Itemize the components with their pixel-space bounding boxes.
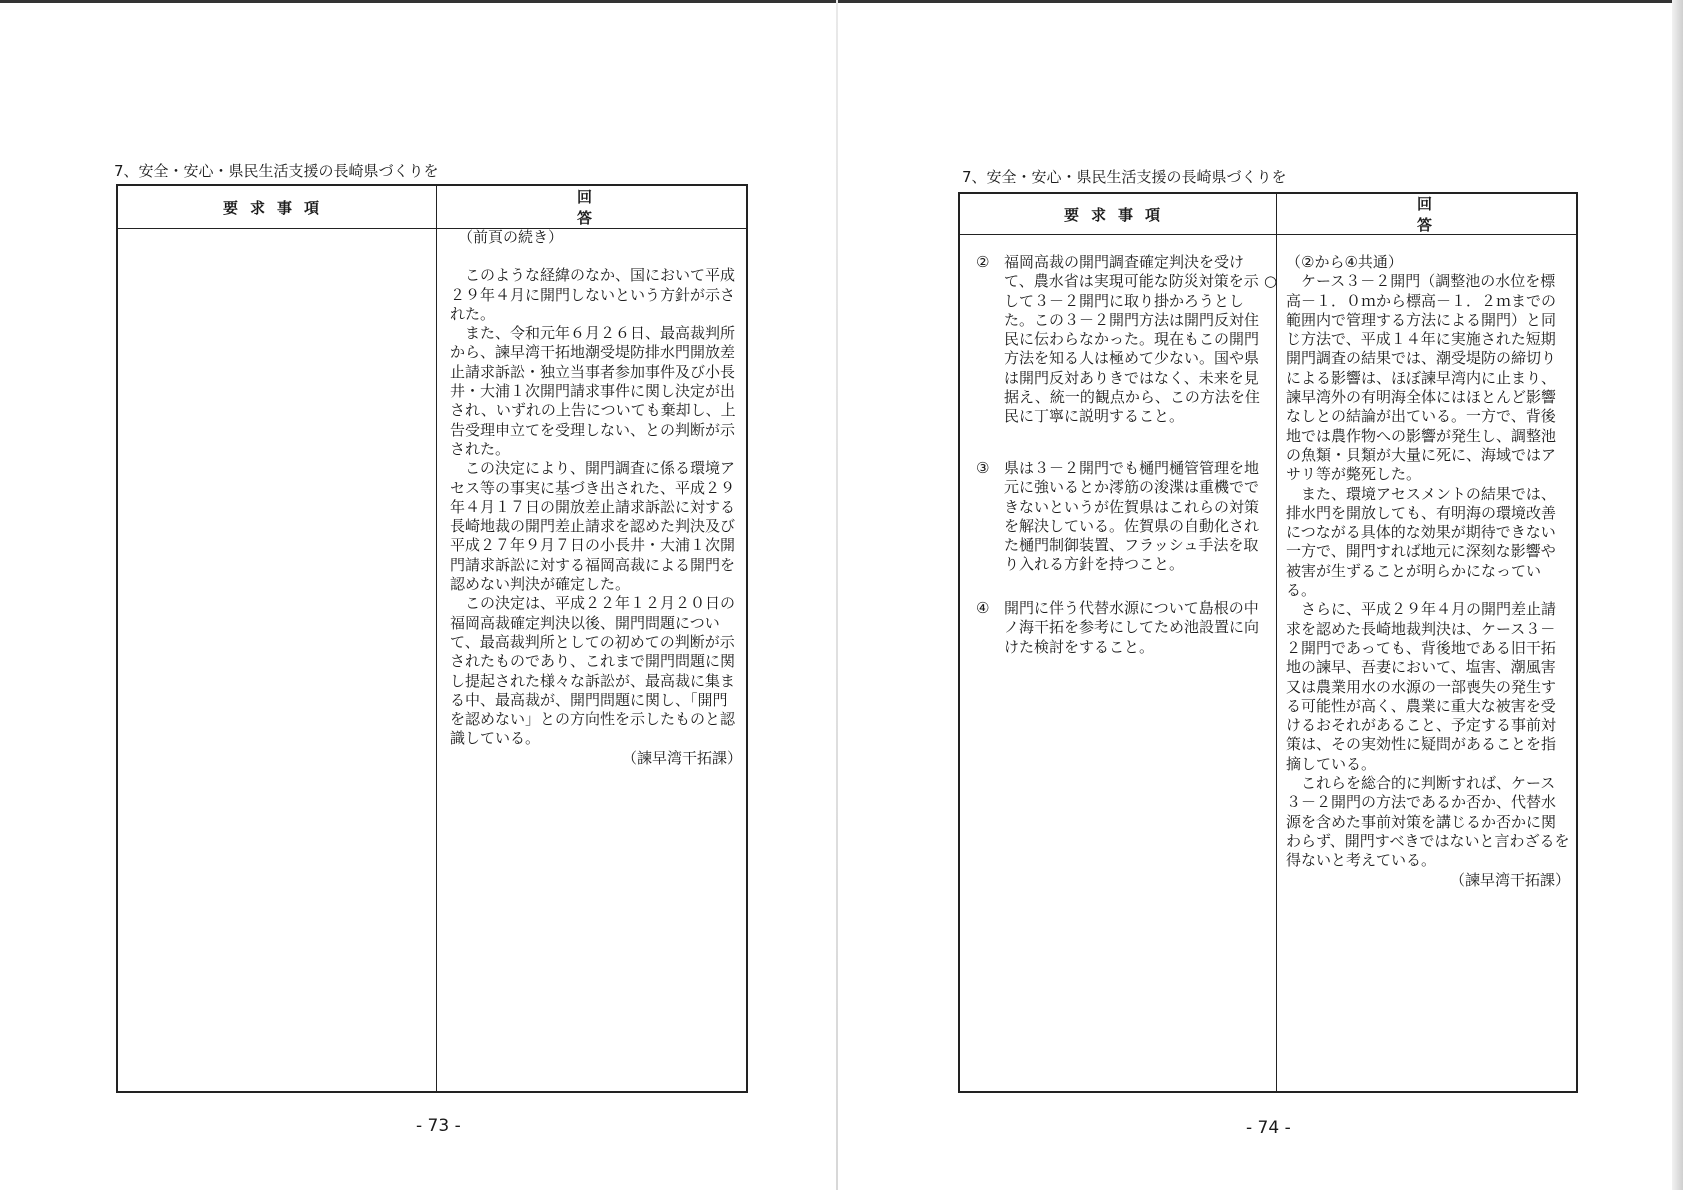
left-header-request: 要求事項 — [222, 198, 331, 217]
request-text: 県は３－２開門でも樋門樋管管理を地元に強いるとか澪筋の浚渫は重機でできないというが佐賀県はこれらの対策を解決している。佐賀県の自動化された樋門制御装置、フラッシュ手法を取り入れる方針を持つこと。 — [1004, 459, 1260, 574]
right-column-divider — [1276, 194, 1277, 1091]
answer-paragraph: このような経緯のなか、国において平成２９年４月に開門しないという方針が示された。 — [450, 266, 736, 323]
answer-paragraph: これらを総合的に判断すれば、ケース３－２開門の方法であるか否か、代替水源を含めた事前対策を講じるか否かに関わらず、開門すべきではないと言わざるを得ないと考えている。 — [1286, 774, 1570, 870]
scan-right-edge — [1672, 0, 1683, 1190]
circle-bullet: ○ — [1264, 272, 1278, 291]
answer-paragraph: また、環境アセスメントの結果では、排水門を開放しても、有明海の環境改善につながる具体的な効果が期待できない一方で、開門すれば地元に深刻な影響や被害が生ずることが明らかになっている。 — [1286, 484, 1557, 600]
left-section-title: 7、安全・安心・県民生活支援の長崎県づくりを — [114, 162, 439, 180]
answer-paragraph: さらに、平成２９年４月の開門差止請求を認めた長崎地裁判決は、ケース３－２開門であっても、背後地である旧干拓地の諫早、吾妻において、塩害、潮風害又は農業用水の水源の一部喪失の発生する可能性が高く、農業に重大な被害を受けるおそれがあること、予定する事前対策は、その実効性に疑問があることを指摘している。 — [1286, 600, 1557, 773]
continued-label: （前頁の続き） — [458, 228, 564, 246]
department-label: （諫早湾干拓課） — [621, 748, 742, 767]
request-number: ④ — [976, 599, 990, 617]
answer-paragraph-text: ケース３－２開門（調整池の水位を標高－１．０ｍから標高－１．２ｍまでの範囲内で管理する方法による開門）と同じ方法で、平成１４年に実施された短期開門調査の結果では、潮受堤防の締切りによる影響は、ほぼ諫早湾内に止まり、諫早湾外の有明海全体にはほとんど影響なしとの結論が出ている。一方で、背後地では農作物への影響が発生し、調整池の魚類・貝類が大量に死に、海域ではアサリ等が斃死した。 — [1286, 272, 1557, 484]
right-header-request: 要求事項 — [1063, 205, 1172, 224]
scan-top-edge — [0, 0, 1683, 3]
left-header-answer: 回答 — [577, 188, 733, 227]
request-text: 福岡高裁の開門調査確定判決を受けて、農水省は実現可能な防災対策を示して３－２開門に取り掛かろうとした。この３－２開門方法は開門反対住民に伝わらなかった。現在もこの開門方法を知る人は極めて少ない。国や県は開門反対ありきではなく、未来を見据え、統一的観点から、この方法を住民に丁寧に説明すること。 — [1004, 253, 1260, 426]
right-section-title: 7、安全・安心・県民生活支援の長崎県づくりを — [962, 168, 1287, 186]
right-header-answer: 回答 — [1417, 195, 1573, 234]
department-label: （諫早湾干拓課） — [1449, 870, 1570, 889]
request-number: ② — [976, 253, 990, 271]
answer-paragraph: この決定は、平成２２年１２月２０日の福岡高裁確定判決以後、開門問題について、最高裁判所としての初めての判断が示されたものであり、これまで開門問題に関し提起された様々な訴訟が、最高裁に集まる中、最高裁が、開門問題に関し、「開門を認めない」との方向性を示したものと認識している。 — [450, 594, 736, 748]
request-text: 開門に伴う代替水源について島根の中ノ海干拓を参考にしてため池設置に向けた検討をすること。 — [1004, 599, 1260, 656]
answer-paragraph: また、令和元年６月２６日、最高裁判所から、諫早湾干拓地潮受堤防排水門開放差止請求訴訟・独立当事者参加事件及び小長井・大浦１次開門請求事件に関し決定が出され、いずれの上告についても棄却し、上告受理申立てを受理しない、との判断が示された。 — [450, 324, 736, 458]
right-table — [958, 192, 1578, 1093]
right-page-number: - 74 - — [1246, 1118, 1291, 1138]
answer-paragraph: この決定により、開門調査に係る環境アセス等の事実に基づき出された、平成２９年４月１７日の開放差止請求訴訟に対する長崎地裁の開門差止請求を認めた判決及び平成２７年９月７日の小長井・大浦１次開門請求訴訟に対する福岡高裁による開門を認めない判決が確定した。 — [450, 459, 736, 594]
request-number: ③ — [976, 459, 990, 477]
left-table — [116, 184, 748, 1093]
common-label: （②から④共通） — [1286, 253, 1403, 271]
left-answer-cell — [450, 228, 742, 768]
left-column-divider — [436, 186, 437, 1091]
right-answer-cell — [1264, 253, 1570, 890]
answer-paragraph — [1264, 272, 1570, 484]
page-fold — [836, 0, 838, 1190]
left-page-number: - 73 - — [416, 1116, 461, 1136]
